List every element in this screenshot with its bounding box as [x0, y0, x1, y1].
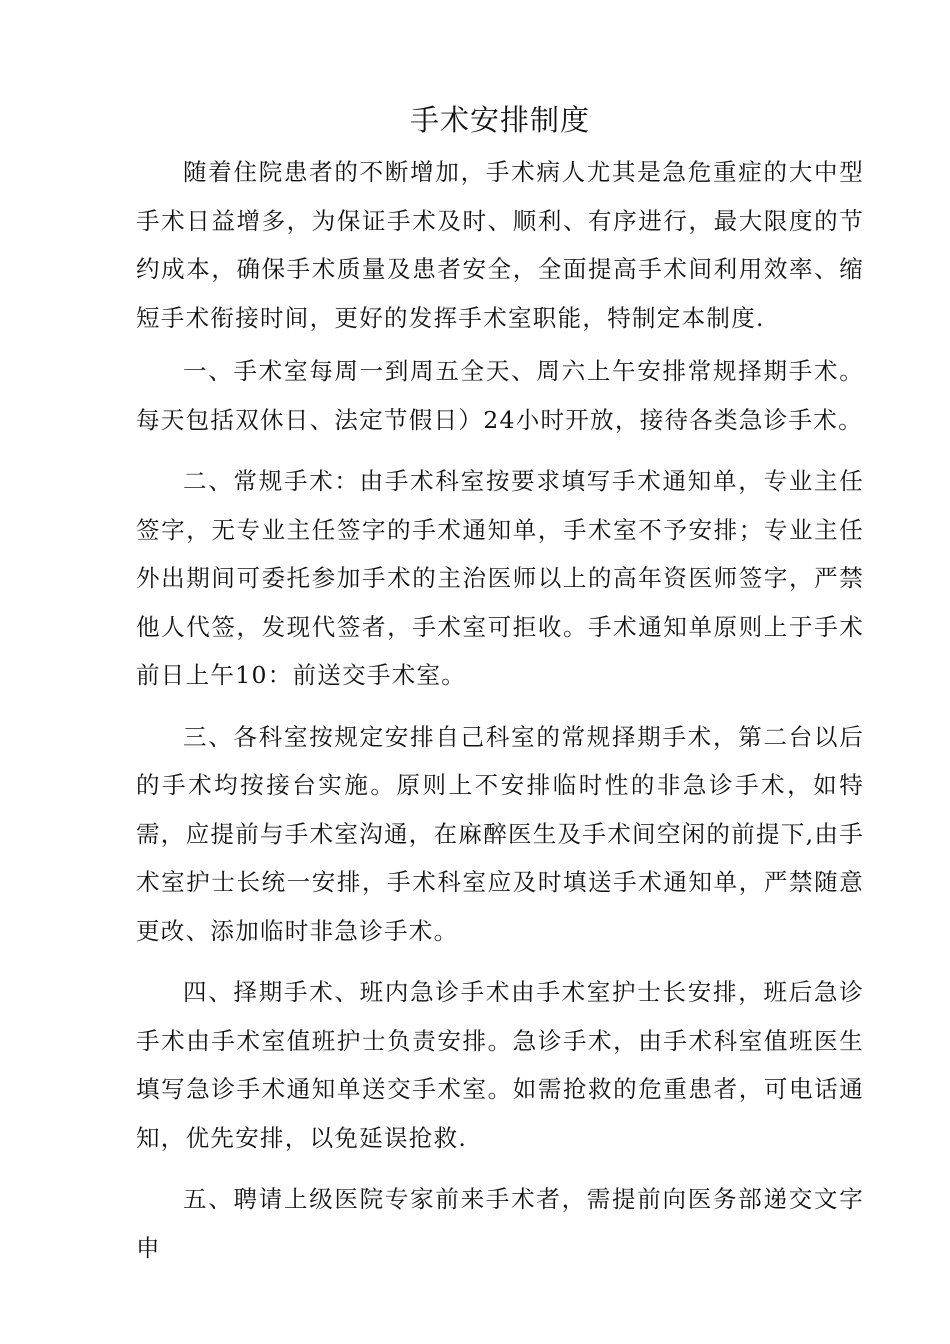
- clause-5-paragraph: 五、聘请上级医院专家前来手术者，需提前向医务部递交文字申: [136, 1185, 864, 1262]
- document-page: [136, 96, 864, 1285]
- clause-1-paragraph: 一、手术室每周一到周五全天、周六上午安排常规择期手术。每天包括双休日、法定节假日）24小时开放，接待各类急诊手术。: [136, 357, 864, 434]
- intro-paragraph: 随着住院患者的不断增加，手术病人尤其是急危重症的大中型手术日益增多，为保证手术及时、顺利、有序进行，最大限度的节约成本，确保手术质量及患者安全，全面提高手术间利用效率、缩短手术衔接时间，更好的发挥手术室职能，特制定本制度.: [136, 158, 864, 332]
- document-title: 手术安排制度: [409, 103, 590, 137]
- clause-3-paragraph: 三、各科室按规定安排自己科室的常规择期手术，第二台以后的手术均按接台实施。原则上不安排临时性的非急诊手术，如特需，应提前与手术室沟通，在麻醉医生及手术间空闲的前提下,由手术室护士长统一安排，手术科室应及时填送手术通知单，严禁随意更改、添加临时非急诊手术。: [136, 722, 864, 945]
- clause-4-paragraph: 四、择期手术、班内急诊手术由手术室护士长安排，班后急诊手术由手术室值班护士负责安排。急诊手术，由手术科室值班医生填写急诊手术通知单送交手术室。如需抢救的危重患者，可电话通知，优先安排，以免延误抢救.: [136, 978, 864, 1152]
- clause-2-paragraph: 二、常规手术：由手术科室按要求填写手术通知单，专业主任签字，无专业主任签字的手术通知单，手术室不予安排；专业主任外出期间可委托参加手术的主治医师以上的高年资医师签字，严禁他人代签，发现代签者，手术室可拒收。手术通知单原则上于手术前日上午10：前送交手术室。: [136, 467, 864, 689]
